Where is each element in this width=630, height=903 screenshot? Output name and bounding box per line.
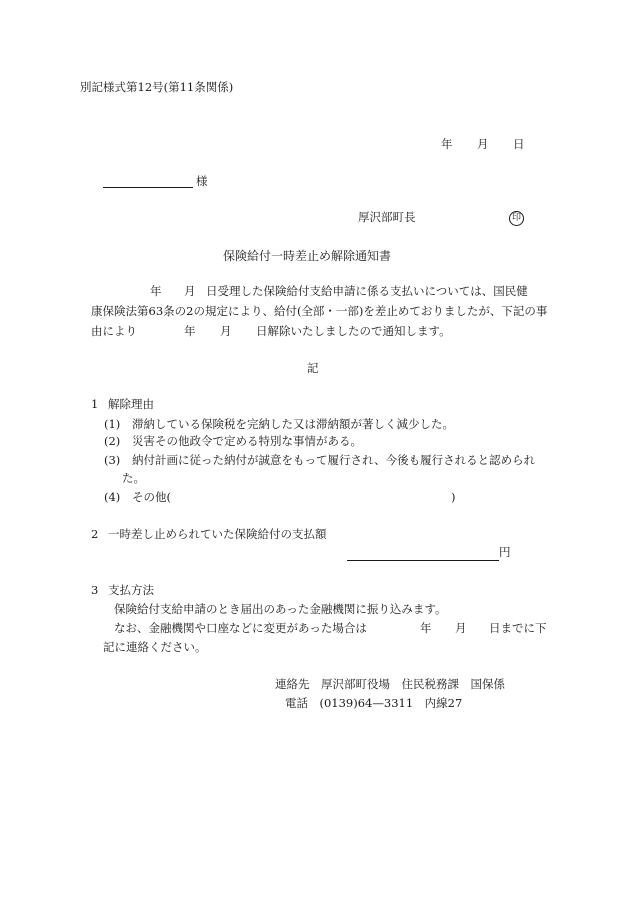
body-line3-year: 年 <box>184 324 196 338</box>
section1-item3-number: (3) <box>104 453 121 467</box>
section3-line3: 記に連絡ください。 <box>103 640 207 654</box>
sender-title: 厚沢部町長 <box>358 210 416 224</box>
section1-item2-number: (2) <box>104 434 121 448</box>
addressee-suffix: 様 <box>196 174 208 188</box>
section2-heading: 一時差し止められていた保険給付の支払額 <box>108 527 327 541</box>
seal-stamp: 印 <box>509 211 524 226</box>
body-line1-year: 年 <box>150 284 162 298</box>
amount-currency: 円 <box>499 545 511 559</box>
contact-line1: 連絡先 厚沢部町役場 住民税務課 国保係 <box>275 677 505 691</box>
section1-number: 1 <box>91 397 99 411</box>
contact-line2: 電話 (0139)64—3311 内線27 <box>285 696 463 710</box>
body-line1-month: 月 <box>184 284 196 298</box>
document-title: 保険給付一時差止め解除通知書 <box>223 249 392 263</box>
section1-item3-continuation: た。 <box>122 471 145 485</box>
section1-item4-text: その他( <box>132 490 171 504</box>
date-day-label: 日 <box>513 137 525 151</box>
section1-heading: 解除理由 <box>108 397 154 411</box>
section3-line2-end: 日までに下 <box>489 621 547 635</box>
section3-line2-year: 年 <box>420 621 432 635</box>
section3-line2-text: なお、金融機関や口座などに変更があった場合は <box>114 621 367 635</box>
section3-line2-month: 月 <box>455 621 467 635</box>
section1-item2-text: 災害その他政令で定める特別な事情がある。 <box>132 434 362 448</box>
section1-item1-number: (1) <box>104 417 121 431</box>
date-year-label: 年 <box>441 137 453 151</box>
form-id: 別記様式第12号(第11条関係) <box>80 80 234 94</box>
section3-number: 3 <box>91 583 99 597</box>
date-month-label: 月 <box>477 137 489 151</box>
ki-marker: 記 <box>307 361 319 375</box>
body-line3-text: 由により <box>91 324 137 338</box>
section3-heading: 支払方法 <box>108 583 154 597</box>
amount-blank <box>347 560 499 561</box>
body-line3-month: 月 <box>220 324 232 338</box>
section3-line1: 保険給付支給申請のとき届出のあった金融機関に振り込みます。 <box>114 602 447 616</box>
body-line1-text: 日受理した保険給付支給申請に係る支払いについては、国民健 <box>206 284 528 298</box>
addressee-name-blank <box>103 187 193 188</box>
body-line3-end: 日解除いたしましたので通知します。 <box>256 324 451 338</box>
body-line2: 康保険法第63条の2の規定により、給付(全部・一部)を差止めておりましたが、下記の事 <box>91 304 548 318</box>
section1-item1-text: 滞納している保険税を完納した又は滞納額が著しく減少した。 <box>132 417 454 431</box>
section1-item4-number: (4) <box>104 490 121 504</box>
section1-item4-close-paren: ) <box>451 490 456 504</box>
section1-item3-text: 納付計画に従った納付が誠意をもって履行され、今後も履行されると認められ <box>132 453 536 467</box>
section2-number: 2 <box>91 527 99 541</box>
